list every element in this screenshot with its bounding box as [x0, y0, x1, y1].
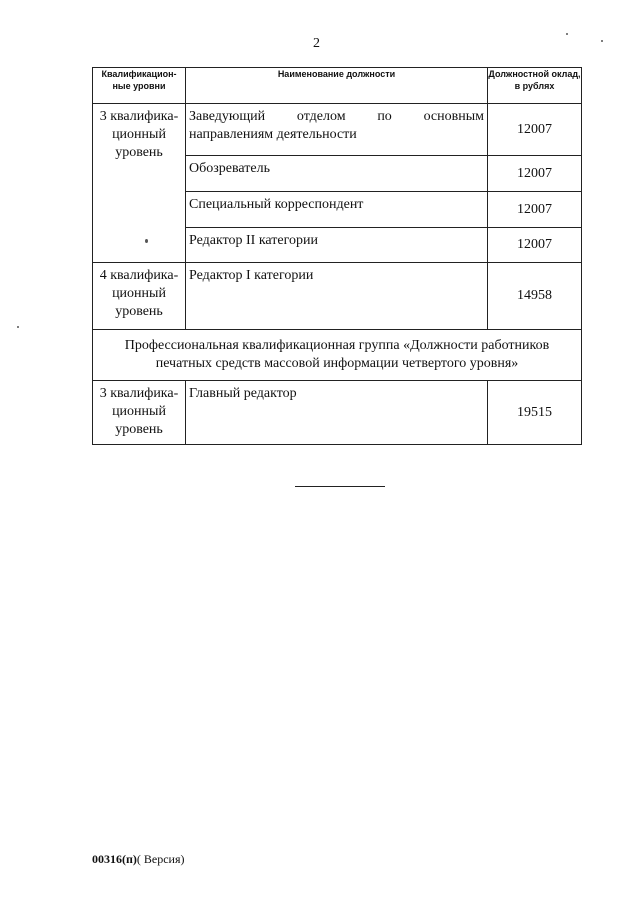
group-title-row	[93, 330, 582, 381]
salary-table	[92, 67, 582, 445]
position-name-cell: Обозреватель	[186, 156, 488, 192]
group-title-cell: Профессиональная квалификационная группа «Должности работников печатных средств массовой информации четвертого уровня»	[93, 330, 582, 381]
table-row	[93, 263, 582, 330]
table-row	[93, 381, 582, 445]
header-qualification-level: Квалификацион-ные уровни	[93, 68, 186, 104]
qualification-level-cell: 3 квалифика-ционный уровень	[93, 381, 186, 445]
scan-speck	[145, 239, 148, 243]
scan-speck	[17, 326, 19, 328]
header-salary: Должностной оклад, в рублях	[488, 68, 582, 104]
end-divider-line	[295, 486, 385, 487]
position-name-cell: Заведующий отделом по основным направлениям деятельности	[186, 104, 488, 156]
position-name-cell: Редактор I категории	[186, 263, 488, 330]
qualification-level-cell: 3 квалифика-ционный уровень	[93, 104, 186, 263]
table-header-row	[93, 68, 582, 104]
header-position-name: Наименование должности	[186, 68, 488, 104]
position-name-cell: Специальный корреспондент	[186, 192, 488, 228]
salary-cell: 12007	[488, 156, 582, 192]
salary-cell: 19515	[488, 381, 582, 445]
page-number: 2	[313, 36, 320, 51]
scan-speck	[566, 33, 568, 35]
salary-cell: 12007	[488, 104, 582, 156]
qualification-level-cell: 4 квалифика-ционный уровень	[93, 263, 186, 330]
position-name-cell: Главный редактор	[186, 381, 488, 445]
document-version-label: ( Версия)	[136, 852, 185, 866]
document-code	[92, 852, 185, 867]
document-code-number: 00316(п)	[92, 852, 137, 866]
table-row	[93, 104, 582, 156]
scan-speck	[601, 40, 603, 42]
salary-cell: 12007	[488, 192, 582, 228]
salary-cell: 12007	[488, 228, 582, 263]
position-name-cell: Редактор II категории	[186, 228, 488, 263]
salary-cell: 14958	[488, 263, 582, 330]
